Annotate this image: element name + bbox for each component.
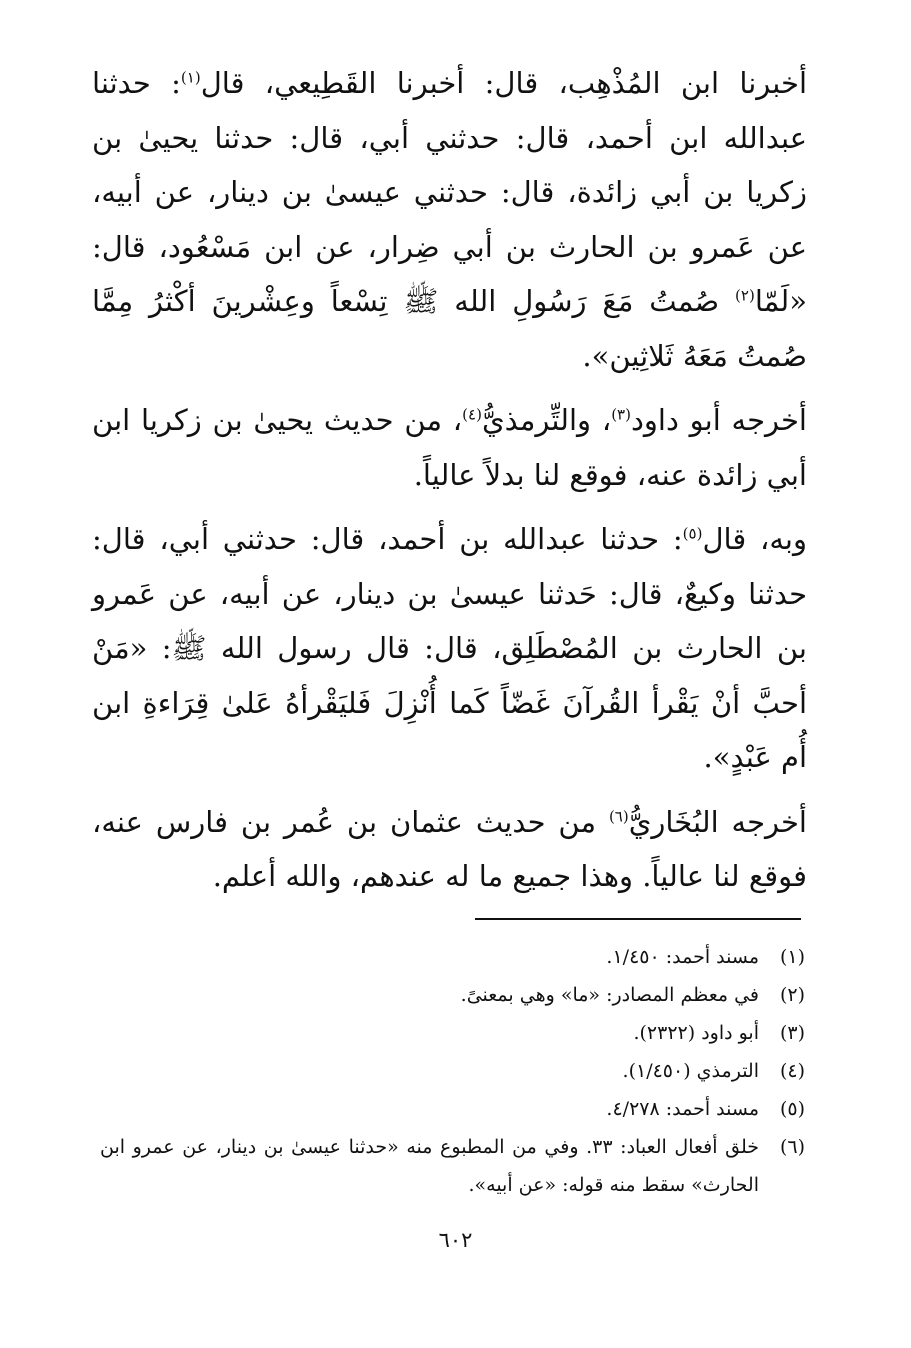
- footnote-5: [100, 1090, 805, 1128]
- p1-text-b: : حدثنا عبدالله ابن أحمد، قال: حدثني أبي، قال: حدثنا يحيىٰ بن زكريا بن أبي زائدة، قال: حدثني عيسىٰ بن دينار، عن أبيه، عن عَمرو بن الحارث بن أبي ضِرار، عن ابن مَسْعُود، قال: «لَمّا: [92, 66, 807, 318]
- footnote-ref-3: (٣): [611, 405, 631, 424]
- footnote-number: (٢): [779, 984, 805, 1006]
- footnote-2: [100, 976, 805, 1014]
- footnote-number: (١): [779, 946, 805, 968]
- footnote-number: (٥): [779, 1098, 805, 1120]
- p2-text-c: ، من حديث يحيىٰ بن زكريا ابن أبي زائدة عنه، فوقع لنا بدلاً عالياً.: [92, 403, 807, 492]
- footnote-divider: [475, 918, 801, 920]
- footnote-6: [100, 1128, 805, 1204]
- footnote-text: أبو داود (٢٣٢٢).: [633, 1022, 759, 1044]
- p2-text-b: ، والتِّرمذيُّ: [481, 403, 612, 437]
- footnote-text: في معظم المصادر: «ما» وهي بمعنىً.: [460, 984, 759, 1006]
- p4-text-a: أخرجه البُخَاريُّ: [628, 804, 807, 839]
- footnote-text: الترمذي (١/٤٥٠).: [622, 1060, 759, 1082]
- footnote-ref-2: (٢): [735, 286, 755, 305]
- footnote-number: (٣): [779, 1022, 805, 1044]
- footnotes: [100, 938, 805, 1204]
- p1-text-c: صُمتُ مَعَ رَسُولِ الله ﷺ تِسْعاً وعِشْرينَ أكْثرُ مِمَّا صُمتُ مَعَهُ ثَلاثِين».: [92, 284, 807, 373]
- footnote-3: [100, 1014, 805, 1052]
- footnote-4: [100, 1052, 805, 1090]
- footnote-ref-1: (١): [180, 68, 201, 87]
- paragraph-2: [92, 393, 807, 502]
- footnote-text: مسند أحمد: ٤/٢٧٨.: [606, 1098, 759, 1120]
- p2-text-a: أخرجه أبو داود: [630, 403, 807, 437]
- main-text: [92, 56, 807, 904]
- footnote-ref-5: (٥): [682, 524, 703, 543]
- footnote-number: (٤): [779, 1060, 805, 1082]
- footnote-ref-4: (٤): [462, 405, 482, 424]
- footnote-text: مسند أحمد: ١/٤٥٠.: [606, 946, 759, 968]
- p4-text-b: من حديث عثمان بن عُمر بن فارس عنه، فوقع لنا عالياً. وهذا جميع ما له عندهم، والله أعلم.: [92, 804, 807, 893]
- footnote-ref-6: (٦): [608, 806, 629, 825]
- page-number: ٦٠٢: [438, 1228, 473, 1252]
- paragraph-4: [92, 795, 807, 904]
- p3-text-a: وبه، قال: [702, 522, 807, 556]
- p1-text-a: أخبرنا ابن المُذْهِب، قال: أخبرنا القَطِيعي، قال: [200, 66, 808, 100]
- paragraph-1: [92, 56, 807, 383]
- footnote-1: [100, 938, 805, 976]
- footnote-number: (٦): [779, 1136, 805, 1158]
- paragraph-3: [92, 512, 807, 785]
- p3-text-b: : حدثنا عبدالله بن أحمد، قال: حدثني أبي، قال: حدثنا وكيعٌ، قال: حَدثنا عيسىٰ بن دينار، عن أبيه، عن عَمرو بن الحارث بن المُصْطَلِق، قال: قال رسول الله ﷺ: «مَنْ أحبَّ أنْ يَقْرأ القُرآنَ غَضّاً كَما أُنْزِلَ فَليَقْرأهُ عَلىٰ قِرَاءةِ ابن أُم عَبْدٍ».: [92, 522, 807, 774]
- footnote-text: خلق أفعال العباد: ٣٣. وفي من المطبوع منه «حدثنا عيسىٰ بن دينار، عن عمرو ابن الحارث» سقط منه قوله: «عن أبيه».: [100, 1136, 759, 1196]
